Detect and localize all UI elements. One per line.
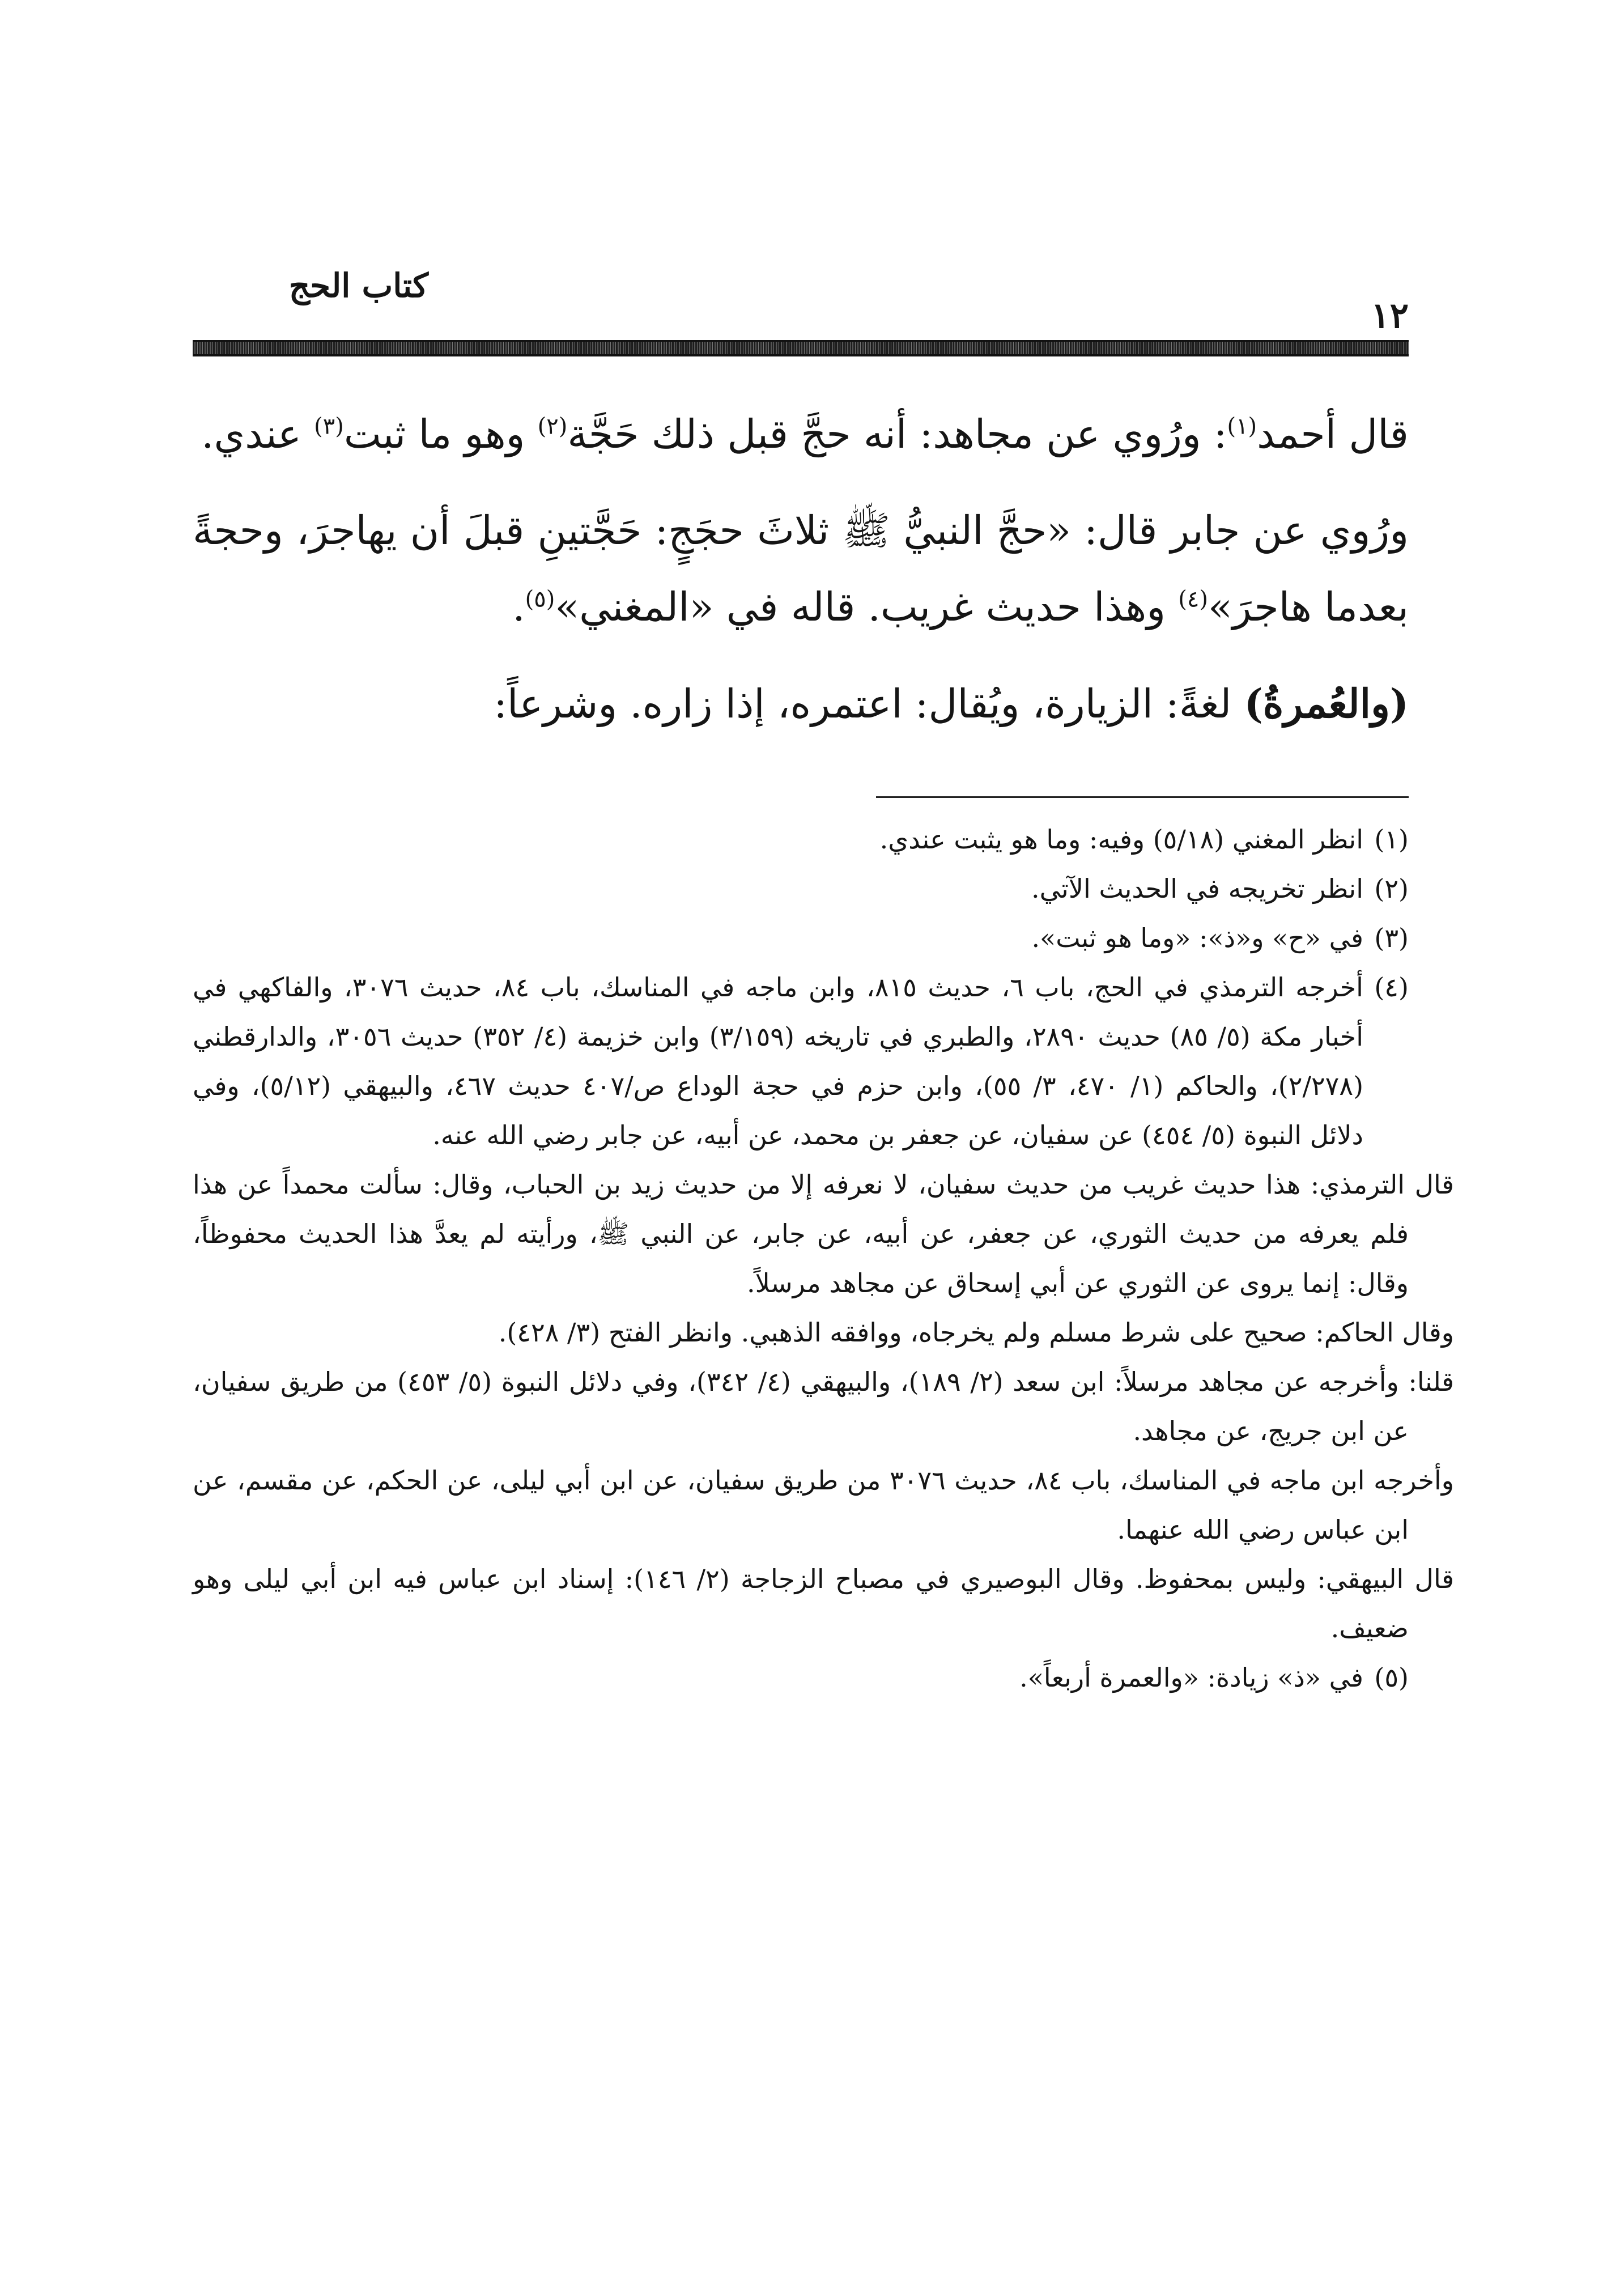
- footnote-text: في «ذ» زيادة: «والعمرة أربعاً».: [1019, 1662, 1363, 1693]
- footnote-reference: (٤): [1178, 586, 1208, 613]
- text-segment: ورُوي عن جابر قال: «حجَّ النبيُّ ﷺ ثلاثَ حجَجٍ: حَجَّتينِ قبلَ أن يهاجرَ، وحجةً بعدما هاجرَ»: [193, 507, 1409, 630]
- footnote-text: قال البيهقي: وليس بمحفوظ. وقال البوصيري في مصباح الزجاجة (٢/ ١٤٦): إسناد ابن عباس فيه ابن أبي ليلى وهو ضعيف.: [193, 1564, 1454, 1644]
- main-paragraph: [193, 492, 1409, 646]
- text-segment: قال أحمد: [1257, 411, 1409, 457]
- page-header: [193, 266, 1409, 334]
- main-text: [193, 396, 1409, 742]
- footnote-reference: (٢): [537, 413, 568, 440]
- footnote-item: [193, 963, 1409, 1160]
- footnote-text: قال الترمذي: هذا حديث غريب من حديث سفيان، لا نعرفه إلا من حديث زيد بن الحباب، وقال: سألت محمداً عن هذا فلم يعرفه من حديث الثوري، عن جعفر، عن أبيه، عن جابر، عن النبي ﷺ، ورأيته لم يعدَّ هذا الحديث محفوظاً، وقال: إنما يروى عن الثوري عن أبي إسحاق عن مجاهد مرسلاً.: [193, 1169, 1454, 1298]
- footnote-text: انظر تخريجه في الحديث الآتي.: [1031, 873, 1363, 904]
- footnote-item: [193, 864, 1409, 914]
- main-paragraph: [193, 665, 1409, 742]
- header-rule: [193, 340, 1409, 356]
- footnote-number: (٣): [1374, 923, 1409, 953]
- text-segment: عندي.: [201, 411, 314, 457]
- footnote-text: وأخرجه ابن ماجه في المناسك، باب ٨٤، حديث ٣٠٧٦ من طريق سفيان، عن ابن أبي ليلى، عن الحكم، عن مقسم، عن ابن عباس رضي الله عنهما.: [193, 1465, 1454, 1545]
- footnote-text: وقال الحاكم: صحيح على شرط مسلم ولم يخرجاه، ووافقه الذهبي. وانظر الفتح (٣/ ٤٢٨).: [498, 1317, 1454, 1348]
- footnote-continuation: [193, 1456, 1454, 1555]
- text-segment: وهو ما ثبت: [343, 411, 538, 457]
- footnote-continuation: [193, 1555, 1454, 1653]
- main-paragraph: [193, 396, 1409, 473]
- footnote-number: (٥): [1374, 1662, 1409, 1693]
- page-number: ١٢: [1371, 295, 1409, 336]
- footnote-reference: (٥): [525, 586, 555, 613]
- footnotes: [193, 815, 1454, 1702]
- text-segment: .: [512, 584, 525, 630]
- footnote-item: [193, 815, 1409, 864]
- book-title: كتاب الحج: [288, 266, 428, 305]
- term-heading: (والعُمرةُ): [1244, 680, 1409, 727]
- text-segment: وهذا حديث غريب. قاله في «المغني»: [555, 584, 1179, 630]
- footnote-continuation: [193, 1160, 1454, 1308]
- footnote-continuation: [193, 1308, 1454, 1357]
- footnote-number: (٢): [1374, 873, 1409, 904]
- footnote-number: (٤): [1374, 972, 1409, 1003]
- footnote-number: (١): [1374, 824, 1409, 855]
- footnote-text: في «ح» و«ذ»: «وما هو ثبت».: [1031, 923, 1363, 953]
- footnote-reference: (٣): [314, 413, 344, 440]
- footnote-item: [193, 1653, 1409, 1702]
- footnote-text: انظر المغني (٥/١٨) وفيه: وما هو يثبت عندي.: [879, 824, 1363, 855]
- footnote-text: أخرجه الترمذي في الحج، باب ٦، حديث ٨١٥، وابن ماجه في المناسك، باب ٨٤، حديث ٣٠٧٦، والفاكهي في أخبار مكة (٥/ ٨٥) حديث ٢٨٩٠، والطبري في تاريخه (٣/١٥٩) وابن خزيمة (٤/ ٣٥٢) حديث ٣٠٥٦، والدارقطني (٢/٢٧٨)، والحاكم (١/ ٤٧٠، ٣/ ٥٥)، وابن حزم في حجة الوداع ص/٤٠٧ حديث ٤٦٧، والبيهقي (٥/١٢)، وفي دلائل النبوة (٥/ ٤٥٤) عن سفيان، عن جعفر بن محمد، عن أبيه، عن جابر رضي الله عنه.: [193, 972, 1364, 1150]
- footnote-item: [193, 914, 1409, 963]
- footnote-reference: (١): [1227, 413, 1257, 440]
- footnote-separator: [876, 796, 1409, 798]
- footnote-continuation: [193, 1357, 1454, 1456]
- text-segment: لغةً: الزيارة، ويُقال: اعتمره، إذا زاره. وشرعاً:: [494, 681, 1244, 727]
- footnote-text: قلنا: وأخرجه عن مجاهد مرسلاً: ابن سعد (٢/ ١٨٩)، والبيهقي (٤/ ٣٤٢)، وفي دلائل النبوة (٥/ ٤٥٣) من طريق سفيان، عن ابن جريج، عن مجاهد.: [193, 1366, 1454, 1446]
- text-segment: : ورُوي عن مجاهد: أنه حجَّ قبل ذلك حَجَّة: [567, 411, 1227, 457]
